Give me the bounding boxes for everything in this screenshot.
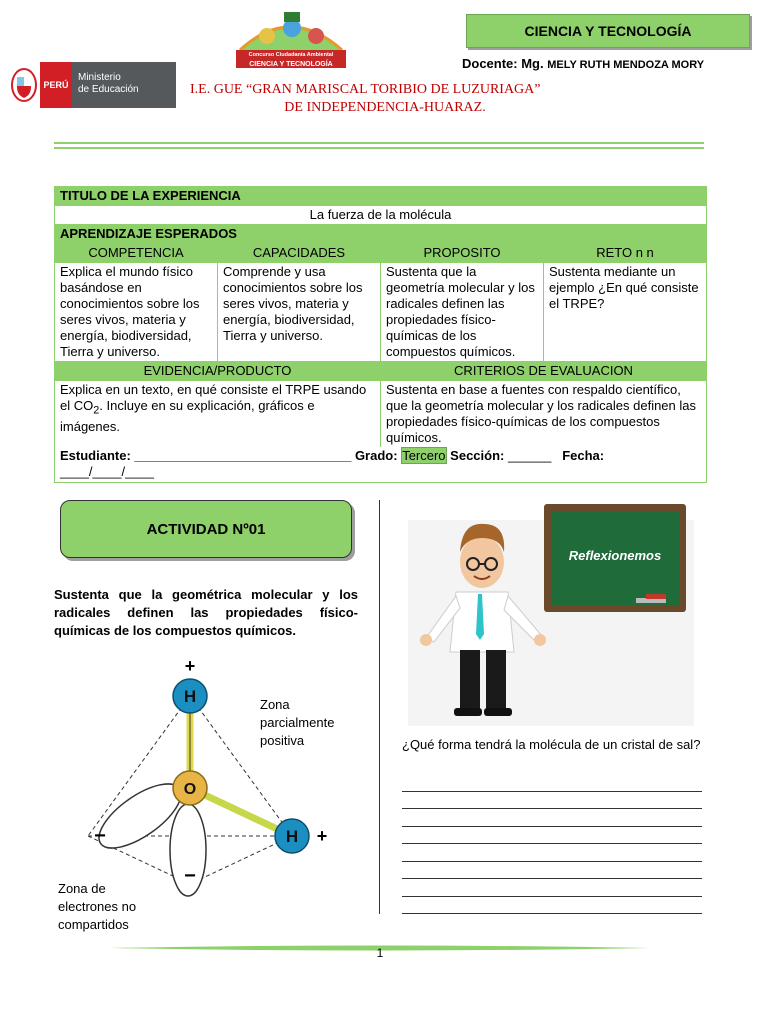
criterios-header: CRITERIOS DE EVALUACION	[381, 362, 707, 381]
activity-text: Sustenta que la geométrica molecular y los radicales definen las propiedades físico-químicas de los compuestos químicos.	[54, 587, 358, 638]
answer-line[interactable]	[402, 844, 702, 862]
event-logo-text-1: Concurso Ciudadanía Ambiental	[248, 52, 334, 58]
capacidades-cell: Comprende y usa conocimientos sobre los seres vivos, materia y energía, biodiversidad, Tierra y universo.	[218, 263, 381, 362]
plus-top: +	[184, 656, 196, 676]
evidencia-cell: Explica en un texto, en qué consiste el TRPE usando el $CO_2$. Incluye en su explicación, gráficos e imágenes.	[55, 381, 381, 448]
h-label-right: H	[285, 827, 299, 846]
minus-bottom: −	[184, 865, 196, 887]
board-text: Reflexionemos	[568, 548, 662, 563]
minus-left: −	[94, 825, 106, 847]
seccion-field[interactable]: ______	[504, 448, 552, 463]
peru-shield-icon	[8, 62, 40, 108]
answer-line[interactable]	[402, 792, 702, 810]
footer-divider	[110, 938, 650, 944]
ministry-logo	[8, 62, 176, 108]
grado-label: Grado:	[354, 448, 398, 463]
activity-title: ACTIVIDAD Nº01	[60, 500, 352, 558]
competencia-cell: Explica el mundo físico basándose en conocimientos sobre los seres vivos, materia y energía, biodiversidad, Tierra y universo.	[55, 263, 218, 362]
page-number: 1	[376, 946, 384, 960]
label-zona-positiva: Zona parcialmente positiva	[260, 697, 335, 748]
event-logo	[232, 10, 350, 70]
grado-value: Tercero	[402, 448, 446, 463]
proposito-cell: Sustenta que la geometría molecular y los radicales definen las propiedades físico-químicas de los compuestos químicos.	[381, 263, 544, 362]
divider	[54, 142, 704, 144]
chalkboard-icon	[544, 504, 686, 612]
question-text: ¿Qué forma tendrá la molécula de un cristal de sal?	[402, 737, 701, 752]
ministry-name: Ministerio de Educación	[72, 62, 176, 108]
answer-lines[interactable]	[402, 774, 702, 914]
answer-line[interactable]	[402, 862, 702, 880]
col-header-reto: RETO n n	[544, 244, 707, 263]
estudiante-field[interactable]: ______________________________	[130, 448, 352, 463]
h-label-top: H	[183, 687, 197, 706]
answer-line[interactable]	[402, 774, 702, 792]
event-logo-text-2: CIENCIA Y TECNOLOGÍA	[249, 61, 333, 68]
title-value: La fuerza de la molécula	[55, 206, 707, 225]
o-label: O	[183, 781, 197, 798]
col-header-proposito: PROPOSITO	[381, 244, 544, 263]
peru-label: PERÚ	[40, 62, 72, 108]
divider	[54, 147, 704, 149]
answer-line[interactable]	[402, 879, 702, 897]
seccion-label: Sección:	[450, 448, 505, 463]
estudiante-label: Estudiante:	[60, 448, 131, 463]
docente-label: Docente: Mg.	[462, 56, 544, 71]
docente	[462, 56, 752, 71]
col-header-competencia: COMPETENCIA	[55, 244, 218, 263]
student-info-row	[55, 447, 707, 483]
docente-name: MELY RUTH MENDOZA MORY	[547, 59, 705, 71]
fecha-label: Fecha:	[562, 448, 605, 463]
answer-line[interactable]	[402, 809, 702, 827]
subject-title: CIENCIA Y TECNOLOGÍA	[466, 14, 750, 48]
plus-right: +	[316, 826, 328, 846]
experience-table	[54, 186, 706, 483]
label-zona-electrones: Zona de electrones no compartidos	[58, 881, 137, 932]
learning-header: APRENDIZAJE ESPERADOS	[55, 225, 707, 244]
school-name-line2: DE INDEPENDENCIA-HUARAZ.	[284, 100, 486, 115]
col-header-capacidades: CAPACIDADES	[218, 244, 381, 263]
title-header: TITULO DE LA EXPERIENCIA	[55, 187, 707, 206]
fecha-field[interactable]: ____/____/____	[60, 464, 154, 479]
answer-line[interactable]	[402, 827, 702, 845]
school-name-line1: I.E. GUE “GRAN MARISCAL TORIBIO DE LUZURIAGA”	[190, 82, 541, 97]
teacher-illustration	[408, 500, 698, 726]
column-divider	[379, 500, 380, 914]
reto-cell: Sustenta mediante un ejemplo ¿En qué consiste el TRPE?	[544, 263, 707, 362]
answer-line[interactable]	[402, 897, 702, 915]
criterios-cell: Sustenta en base a fuentes con respaldo científico, que la geometría molecular y los radicales definen las propiedades físico-químicas de los compuestos químicos.	[381, 381, 707, 448]
evidencia-header: EVIDENCIA/PRODUCTO	[55, 362, 381, 381]
